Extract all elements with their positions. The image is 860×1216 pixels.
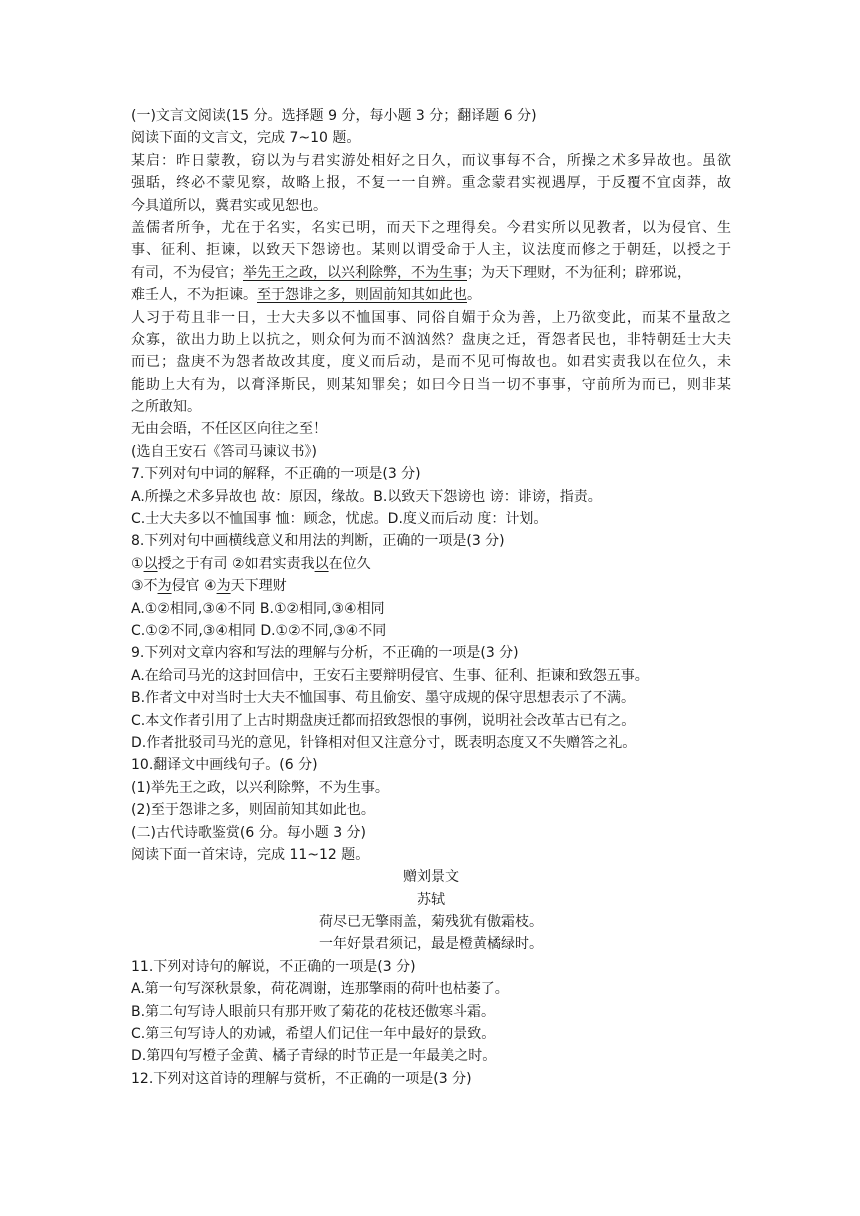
passage-line: 某启：昨日蒙教，窃以为与君实游处相好之日久，而议事每不合，所操之术多异故也。虽欲: [131, 152, 731, 169]
option-b: B.第二句写诗人眼前只有那开败了菊花的花枝还傲寒斗霜。: [131, 1003, 496, 1020]
passage-text: 难壬人，不为拒谏。: [131, 287, 257, 304]
option-a: A.在给司马光的这封回信中，王安石主要辩明侵官、生事、征利、拒谏和致怨五事。: [131, 667, 649, 684]
passage-line: 事、征利、拒谏，以致天下怨谤也。某则以谓受命于人主，议法度而修之于朝廷，以授之于: [131, 242, 731, 259]
underlined-word: 以: [314, 555, 329, 572]
question-7: [131, 463, 731, 530]
passage-paragraph-3: [131, 307, 731, 419]
passage-paragraph-2: [131, 217, 731, 307]
passage-line: 盖儒者所争，尤在于名实，名实已明，而天下之理得矣。今君实所以见教者，以为侵官、生: [131, 219, 731, 236]
passage-paragraph-1: [131, 150, 731, 217]
sentence-text: 授之于有司 ②如君实责我: [157, 555, 315, 572]
poem-title: 赠刘景文: [403, 869, 459, 886]
passage-line: 能助上大有为，以膏泽斯民，则某知罪矣；如曰今日当一切不事事，守前所为而已，则非某: [131, 376, 731, 393]
poem: [131, 866, 731, 956]
passage-line: 众寡，欲出力助上以抗之，则众何为而不汹汹然？盘庚之迁，胥怨者民也，非特朝廷士大夫: [131, 331, 731, 348]
question-11: [131, 956, 731, 1068]
option-row: C.士大夫多以不恤国事 恤：顾念，忧虑。D.度义而后动 度：计划。: [131, 511, 548, 528]
passage-line: 人习于苟且非一日，士大夫多以不恤国事、同俗自媚于众为善，上乃欲变此，而某不量敌之: [131, 309, 731, 326]
underlined-word: 为: [157, 578, 172, 595]
passage-line: [131, 284, 731, 306]
poem-author: 苏轼: [417, 891, 445, 908]
passage-line: 之所敢知。: [131, 399, 201, 416]
question-10: [131, 754, 731, 821]
underlined-word: 为: [216, 578, 231, 595]
sentence-text: 侵官 ④: [171, 578, 217, 595]
underlined-sentence-2: 至于怨诽之多，则固前知其如此也: [257, 287, 467, 304]
option-a: A.第一句写深秋景象，荷花凋谢，连那擎雨的荷叶也枯萎了。: [131, 981, 509, 998]
question-stem: 7.下列对句中词的解释，不正确的一项是(3 分): [131, 466, 421, 483]
translation-item: (1)举先王之政，以兴利除弊，不为生事。: [131, 779, 389, 796]
question-stem: 12.下列对这首诗的理解与赏析，不正确的一项是(3 分): [131, 1070, 472, 1087]
passage-text: ；为天下理财，不为征利；辟邪说，: [467, 264, 691, 281]
question-9: [131, 642, 731, 754]
poem-line: 一年好景君须记，最是橙黄橘绿时。: [319, 936, 543, 953]
sentence-row: [131, 575, 731, 597]
option-row: A.所操之术多异故也 故：原因，缘故。B.以致天下怨谤也 谤：诽谤，指责。: [131, 488, 602, 505]
question-stem: 11.下列对诗句的解说，不正确的一项是(3 分): [131, 958, 416, 975]
passage-text: 有司，不为侵官；: [131, 264, 243, 281]
option-b: B.作者文中对当时士大夫不恤国事、苟且偷安、墨守成规的保守思想表示了不满。: [131, 690, 636, 707]
underlined-word: 以: [143, 555, 158, 572]
passage-closing: 无由会晤，不任区区向往之至！: [131, 421, 327, 438]
question-stem: 9.下列对文章内容和写法的理解与分析，不正确的一项是(3 分): [131, 645, 519, 662]
section1-heading: (一)文言文阅读(15 分。选择题 9 分，每小题 3 分；翻译题 6 分): [131, 108, 537, 124]
sentence-text: 在位久: [328, 555, 371, 572]
option-c: C.第三句写诗人的劝诫，希望人们记住一年中最好的景致。: [131, 1026, 496, 1043]
section2-heading: (二)古代诗歌鉴赏(6 分。每小题 3 分): [131, 824, 367, 841]
underlined-sentence-1: 举先王之政，以兴利除弊，不为生事: [243, 264, 467, 281]
option-row: C.①②不同,③④相同 D.①②不同,③④不同: [131, 622, 387, 639]
question-stem: 10.翻译文中画线句子。(6 分): [131, 757, 318, 774]
translation-item: (2)至于怨诽之多，则固前知其如此也。: [131, 802, 375, 819]
option-c: C.本文作者引用了上古时期盘庚迁都而招致怨恨的事例，说明社会改革古已有之。: [131, 712, 636, 729]
question-8: [131, 530, 731, 642]
question-12: [131, 1068, 731, 1090]
passage-line: [131, 262, 731, 284]
option-d: D.作者批驳司马光的意见，针锋相对但又注意分寸，既表明态度又不失赠答之礼。: [131, 734, 637, 751]
section1-instruction: 阅读下面的文言文，完成 7~10 题。: [131, 130, 361, 147]
sentence-row: [131, 553, 731, 575]
question-stem: 8.下列对句中画横线意义和用法的判断，正确的一项是(3 分): [131, 533, 505, 550]
sentence-text: 天下理财: [230, 578, 287, 595]
sentence-text: ①: [131, 555, 144, 572]
passage-text: 。: [467, 287, 481, 304]
passage-line: 今具道所以，冀君实或见恕也。: [131, 197, 327, 214]
poem-line: 荷尽已无擎雨盖，菊残犹有傲霜枝。: [319, 914, 543, 931]
passage-source: (选自王安石《答司马谏议书》): [131, 443, 317, 460]
document-body: [131, 105, 731, 1090]
option-row: A.①②相同,③④不同 B.①②相同,③④相同: [131, 600, 385, 617]
passage-line: 而已；盘庚不为怨者故改其度，度义而后动，是而不见可悔故也。如君实责我以在位久，未: [131, 354, 731, 371]
sentence-text: ③不: [131, 578, 158, 595]
passage-line: 强聒，终必不蒙见察，故略上报，不复一一自辨。重念蒙君实视遇厚，于反覆不宜卤莽，故: [131, 175, 731, 192]
option-d: D.第四句写橙子金黄、橘子青绿的时节正是一年最美之时。: [131, 1048, 497, 1065]
section2-instruction: 阅读下面一首宋诗，完成 11~12 题。: [131, 846, 370, 863]
